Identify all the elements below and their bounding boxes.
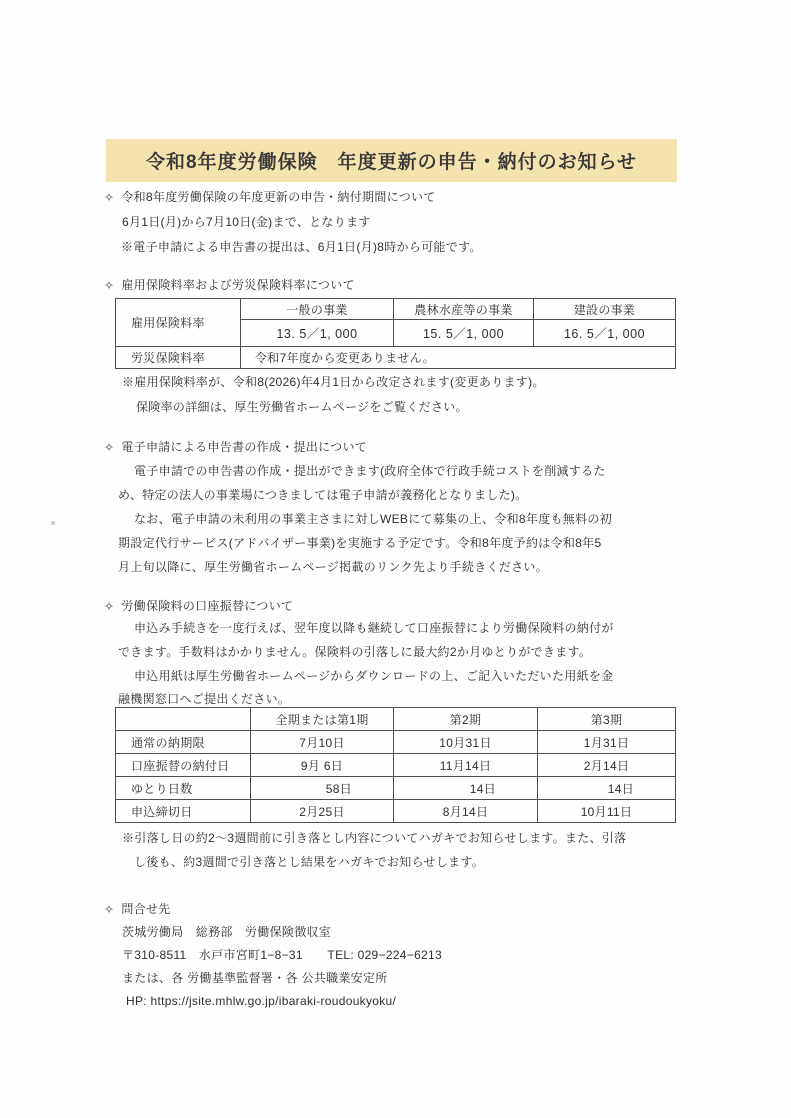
rate-col-header: 建設の事業 [534,299,676,320]
diamond-bullet-icon: ✧ [104,599,115,614]
section-heading-text: 問合せ先 [121,902,171,916]
contact-alternative: または、各 労働基準監督署・各 公共職業安定所 [122,971,388,985]
debit-notice-line: ※引落し日の約2〜3週間前に引き落とし内容についてハガキでお知らせします。また、引落 [122,831,627,845]
schedule-cell: 7月10日 [251,731,394,754]
section-heading-contact [104,901,171,917]
contact-office: 茨城労働局 総務部 労働保険徴収室 [122,925,332,939]
rate-detail-note: 保険率の詳細は、厚生労働省ホームページをご覧ください。 [136,400,468,414]
rosai-rate-value: 令和7年度から変更ありません。 [241,347,676,369]
scan-speck [51,521,55,525]
eapplication-line: め、特定の法人の事業場につきましては電子申請が義務化となりました)。 [118,488,528,502]
section-heading-text: 労働保険料の口座振替について [121,599,294,613]
page-title: 令和8年度労働保険 年度更新の申告・納付のお知らせ [146,152,637,173]
diamond-bullet-icon: ✧ [104,190,115,205]
debit-line: 申込み手続きを一度行えば、翌年度以降も継続して口座振替により労働保険料の納付が [134,621,614,635]
table-row [116,754,676,777]
rate-value: 13. 5／1, 000 [241,320,394,347]
table-row [116,800,676,823]
schedule-col-header: 第2期 [394,708,538,731]
schedule-cell: 58日 [251,777,394,800]
title-banner [106,139,677,182]
eapplication-line: 電子申請での申告書の作成・提出ができます(政府全体で行政手続コストを削減するた [134,464,606,478]
schedule-cell: 10月11日 [538,800,676,823]
diamond-bullet-icon: ✧ [104,902,115,917]
period-note: ※電子申請による申告書の提出は、6月1日(月)8時から可能です。 [121,240,482,254]
schedule-cell: 14日 [394,777,538,800]
period-line: 6月1日(月)から7月10日(金)まで、となります [122,215,371,229]
schedule-row-label: 通常の納期限 [116,731,251,754]
schedule-cell: 11月14日 [394,754,538,777]
diamond-bullet-icon: ✧ [104,278,115,293]
schedule-cell: 1月31日 [538,731,676,754]
diamond-bullet-icon: ✧ [104,440,115,455]
eapplication-line: 期設定代行サービス(アドバイザー事業)を実施する予定です。令和8年度予約は令和8年5 [118,536,602,550]
rate-col-header: 一般の事業 [241,299,394,320]
contact-address-tel: 〒310-8511 水戸市宮町1−8−31 TEL: 029−224−6213 [122,948,442,962]
schedule-cell: 14日 [538,777,676,800]
debit-line: 申込用紙は厚生労働省ホームページからダウンロードの上、ご記入いただいた用紙を金 [134,669,614,683]
rate-value: 15. 5／1, 000 [394,320,534,347]
contact-homepage-url: HP: https://jsite.mhlw.go.jp/ibaraki-roudoukyoku/ [126,994,397,1008]
rate-col-header: 農林水産等の事業 [394,299,534,320]
table-row [116,777,676,800]
section-heading-rates [104,277,355,293]
rate-row-label: 労災保険料率 [116,347,241,369]
schedule-cell: 2月14日 [538,754,676,777]
table-row [116,731,676,754]
debit-line: 融機関窓口へご提出ください。 [118,692,291,706]
schedule-row-label: 口座振替の納付日 [116,754,251,777]
section-heading-text: 雇用保険料率および労災保険料率について [121,278,355,292]
schedule-cell: 10月31日 [394,731,538,754]
schedule-col-header: 全期または第1期 [251,708,394,731]
eapplication-line: 月上旬以降に、厚生労働省ホームページ掲載のリンク先より手続きください。 [118,560,549,574]
schedule-row-label: ゆとり日数 [116,777,251,800]
section-heading-debit [104,598,293,614]
section-heading-eapplication [104,439,367,455]
schedule-row-label: 申込締切日 [116,800,251,823]
eapplication-line: なお、電子申請の未利用の事業主さまに対しWEBにて募集の上、令和8年度も無料の初 [134,512,613,526]
debit-line: できます。手数料はかかりません。保険料の引落しに最大約2か月ゆとりができます。 [118,645,592,659]
schedule-corner-cell [116,708,251,731]
schedule-cell: 2月25日 [251,800,394,823]
insurance-rate-table [115,298,676,369]
section-heading-period [104,189,436,205]
rate-row-label: 雇用保険料率 [116,299,241,347]
rate-revision-note: ※雇用保険料率が、令和8(2026)年4月1日から改定されます(変更あります)。 [122,375,545,389]
section-heading-text: 電子申請による申告書の作成・提出について [121,440,368,454]
section-heading-text: 令和8年度労働保険の年度更新の申告・納付期間について [121,190,436,204]
schedule-cell: 8月14日 [394,800,538,823]
schedule-col-header: 第3期 [538,708,676,731]
payment-schedule-table [115,707,676,823]
debit-notice-line: し後も、約3週間で引き落とし結果をハガキでお知らせします。 [134,855,485,869]
rate-value: 16. 5／1, 000 [534,320,676,347]
schedule-cell: 9月 6日 [251,754,394,777]
